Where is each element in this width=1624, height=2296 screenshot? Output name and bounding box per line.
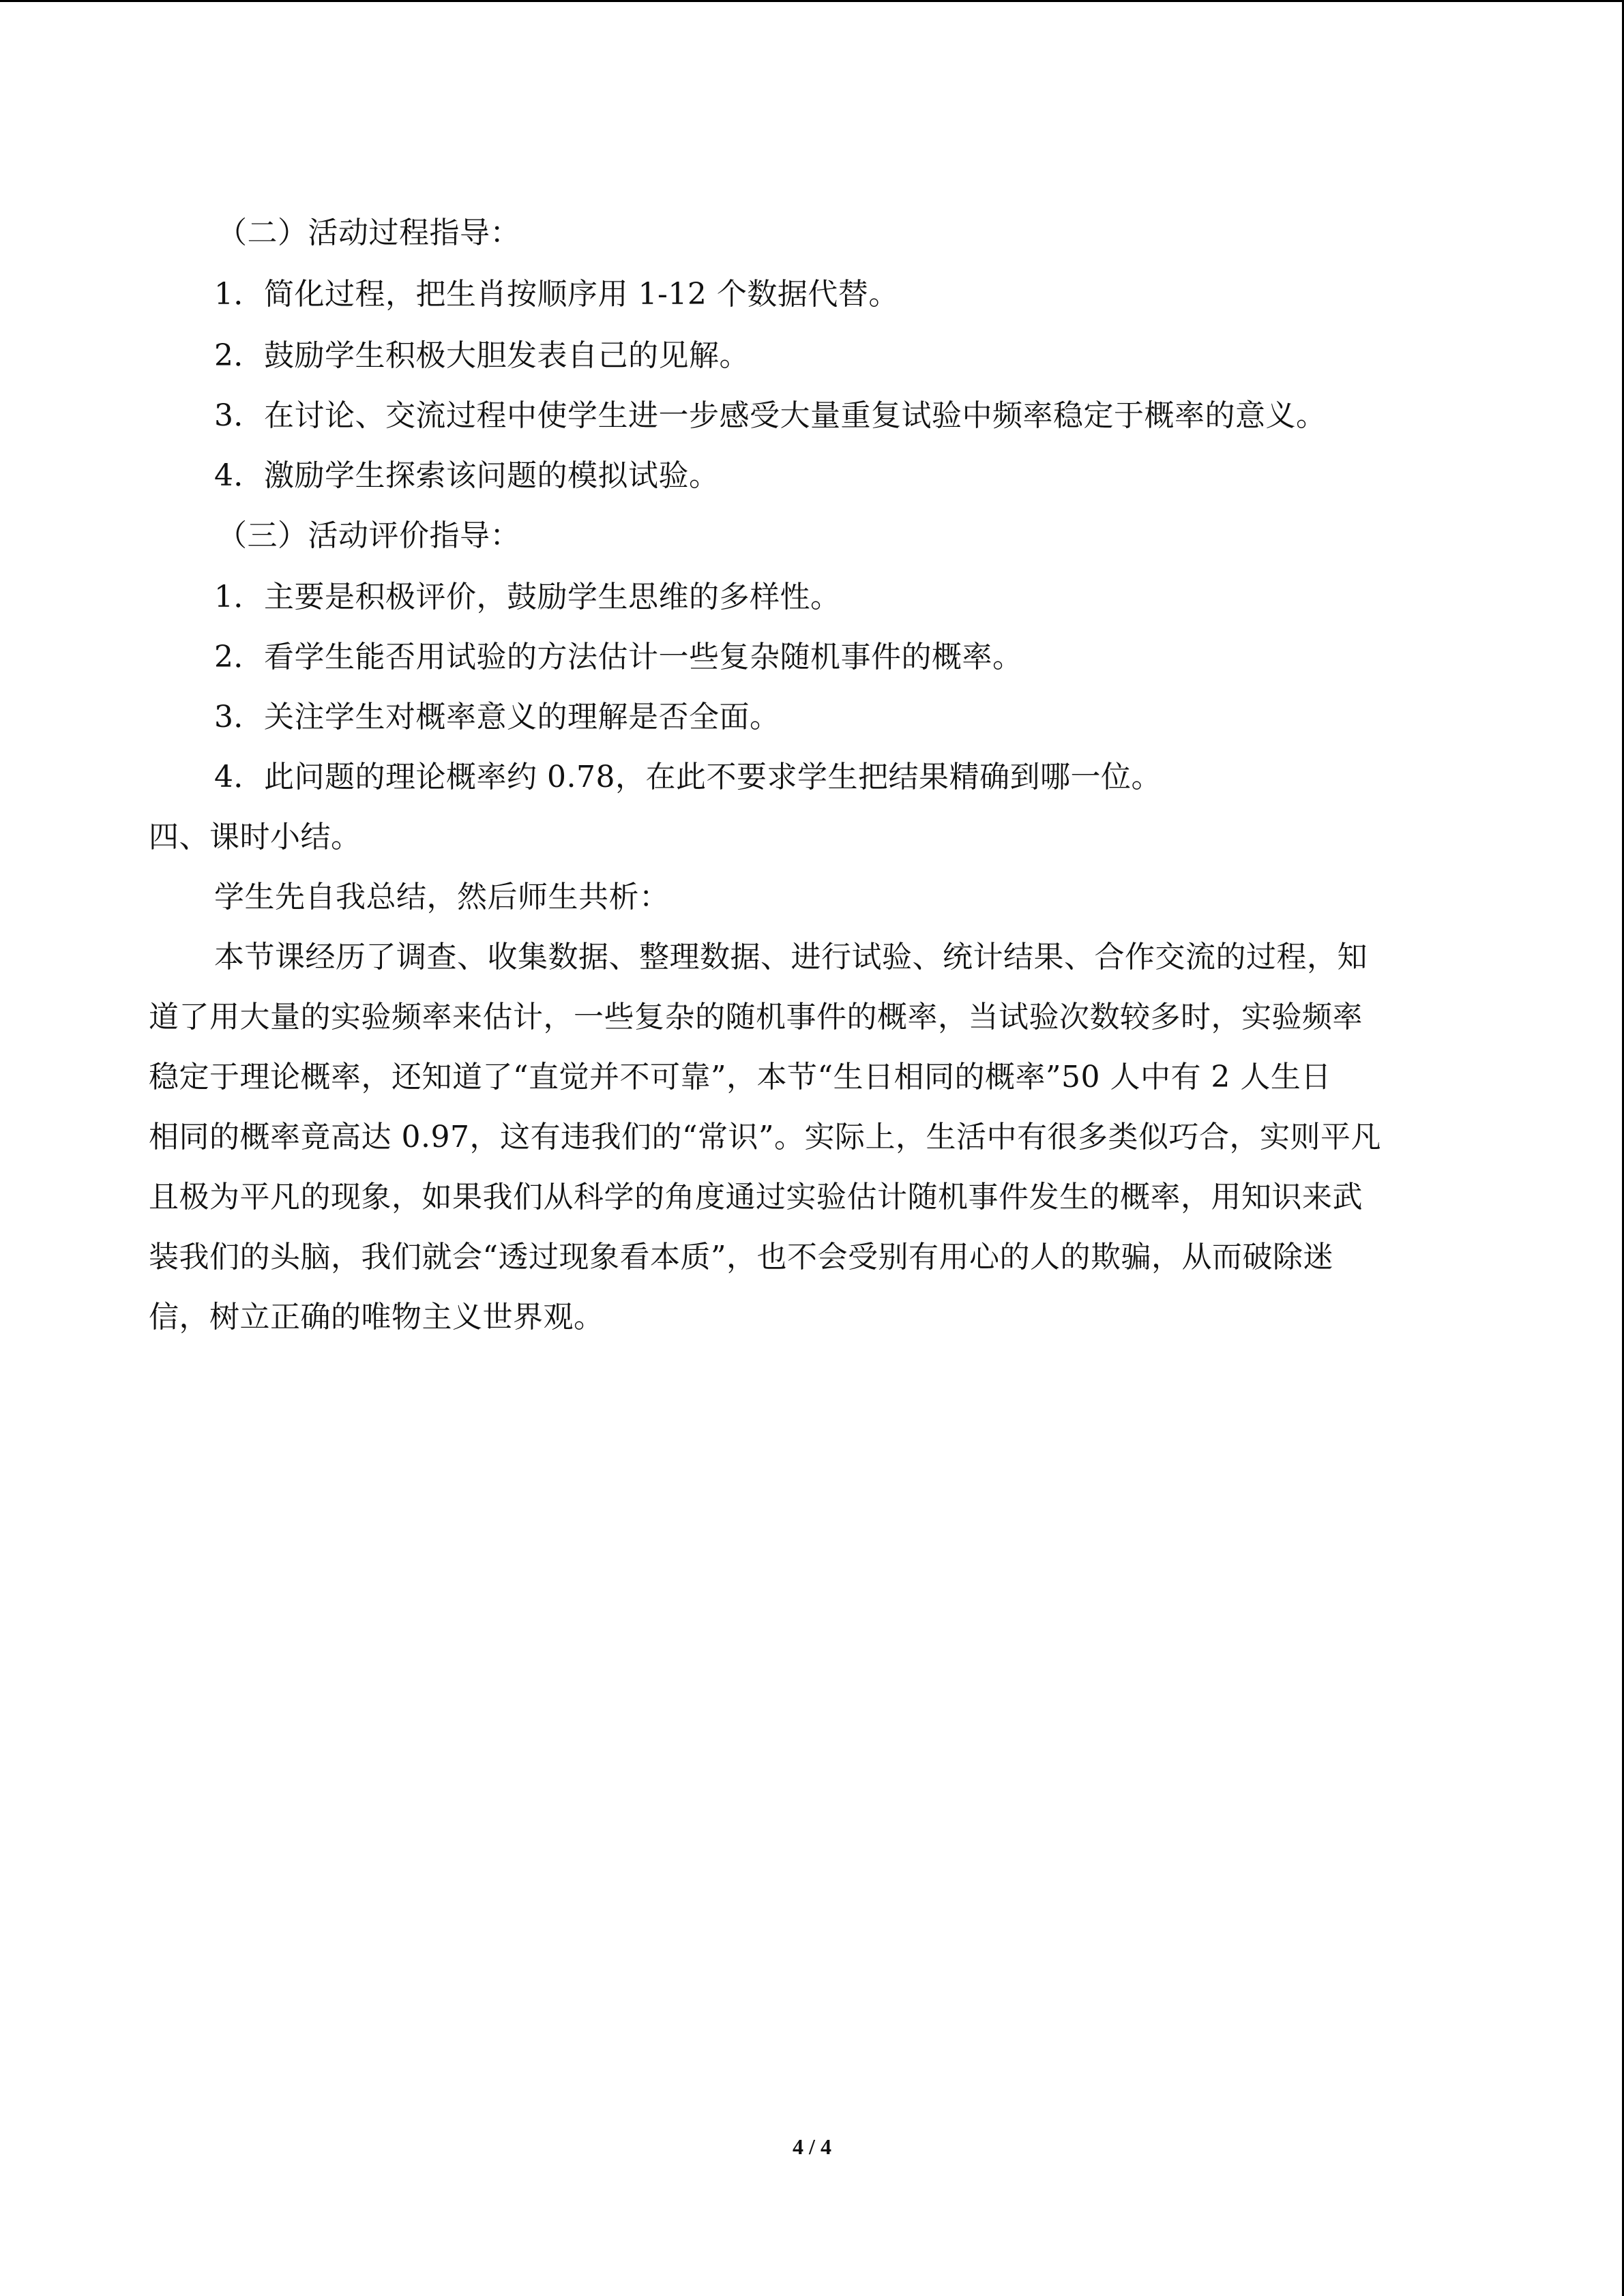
page-number: 4 / 4: [793, 2134, 831, 2159]
section-2-item-2: 2．鼓励学生积极大胆发表自己的见解。: [214, 338, 750, 373]
section-2-item-3: 3．在讨论、交流过程中使学生进一步感受大量重复试验中频率稳定于概率的意义。: [214, 398, 1327, 433]
section-2-item-4: 4．激励学生探索该问题的模拟试验。: [214, 458, 720, 493]
summary-line-3: 稳定于理论概率，还知道了“直觉并不可靠”，本节“生日相同的概率”50 人中有 2 人生日: [149, 1060, 1331, 1094]
summary-intro: 学生先自我总结，然后师生共析：: [214, 880, 670, 914]
section-3-item-4: 4．此问题的理论概率约 0.78，在此不要求学生把结果精确到哪一位。: [214, 760, 1162, 794]
summary-line-6: 装我们的头脑，我们就会“透过现象看本质”，也不会受别有用心的人的欺骗，从而破除迷: [149, 1240, 1333, 1274]
summary-line-7: 信，树立正确的唯物主义世界观。: [149, 1300, 604, 1335]
section-2-heading: （二）活动过程指导：: [217, 215, 520, 250]
summary-line-5: 且极为平凡的现象，如果我们从科学的角度通过实验估计随机事件发生的概率，用知识来武: [149, 1180, 1363, 1214]
part-4-heading: 四、课时小结。: [149, 820, 361, 854]
summary-line-4: 相同的概率竟高达 0.97，这有违我们的“常识”。实际上，生活中有很多类似巧合，实则平凡: [149, 1120, 1381, 1154]
section-3-item-3: 3．关注学生对概率意义的理解是否全面。: [214, 700, 780, 734]
summary-line-2: 道了用大量的实验频率来估计，一些复杂的随机事件的概率，当试验次数较多时，实验频率: [149, 1000, 1363, 1034]
summary-line-1: 本节课经历了调查、收集数据、整理数据、进行试验、统计结果、合作交流的过程，知: [214, 940, 1368, 974]
section-3-item-1: 1．主要是积极评价，鼓励学生思维的多样性。: [214, 580, 841, 614]
section-3-heading: （三）活动评价指导：: [217, 518, 520, 553]
section-2-item-1: 1．简化过程，把生肖按顺序用 1-12 个数据代替。: [214, 277, 899, 312]
section-3-item-2: 2．看学生能否用试验的方法估计一些复杂随机事件的概率。: [214, 640, 1023, 674]
